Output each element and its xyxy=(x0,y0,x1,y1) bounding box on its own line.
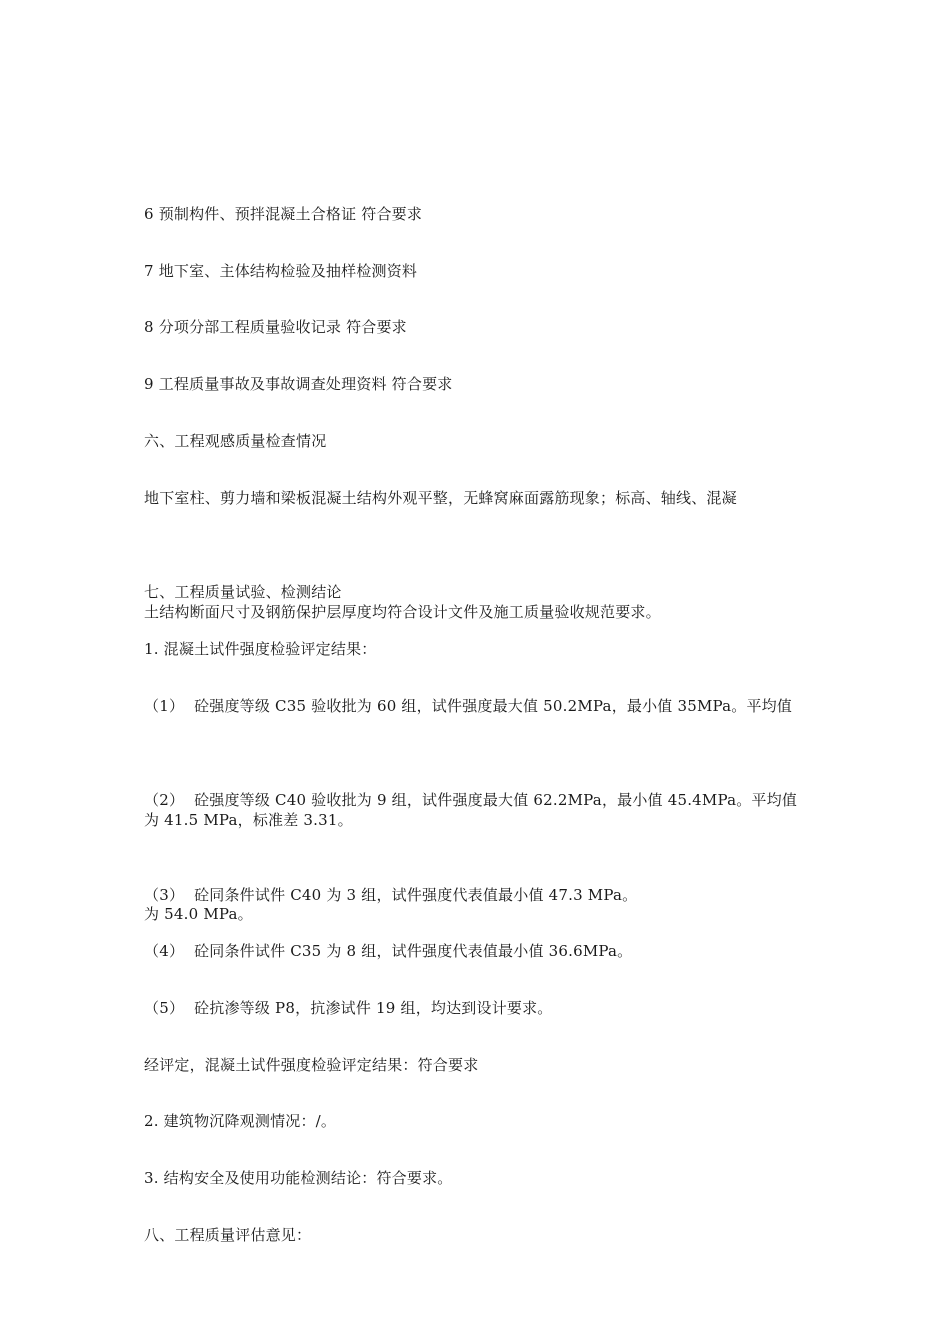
text-line: 六、工程观感质量检查情况 xyxy=(144,432,327,450)
section-heading-8 xyxy=(144,1140,804,1330)
text-line: （2） 砼强度等级 C40 验收批为 9 组，试件强度最大值 62.2MPa，最小值 45.4MPa。平均值 xyxy=(144,791,798,809)
text-line: 1. 混凝土试件强度检验评定结果： xyxy=(144,640,377,658)
text-line: （5） 砼抗渗等级 P8，抗渗试件 19 组，均达到设计要求。 xyxy=(144,999,553,1017)
text-line: 为 54.0 MPa。 xyxy=(144,905,253,923)
text-line: 地下室柱、剪力墙和梁板混凝土结构外观平整，无蜂窝麻面露筋现象；标高、轴线、混凝 xyxy=(144,489,737,507)
text-line: 2. 建筑物沉降观测情况：/。 xyxy=(144,1112,337,1130)
text-line: 3. 结构安全及使用功能检测结论：符合要求。 xyxy=(144,1169,453,1187)
text-line: 为 41.5 MPa，标准差 3.31。 xyxy=(144,811,353,829)
text-line: （1） 砼强度等级 C35 验收批为 60 组，试件强度最大值 50.2MPa，最小值 35MPa。平均值 xyxy=(144,697,793,715)
text-line: 9 工程质量事故及事故调查处理资料 符合要求 xyxy=(144,375,453,393)
text-line: 7 地下室、主体结构检验及抽样检测资料 xyxy=(144,262,418,280)
text-line: 6 预制构件、预拌混凝土合格证 符合要求 xyxy=(144,205,423,223)
text-line: 8 分项分部工程质量验收记录 符合要求 xyxy=(144,318,407,336)
text-line: 七、工程质量试验、检测结论 xyxy=(144,583,342,601)
text-line: （3） 砼同条件试件 C40 为 3 组，试件强度代表值最小值 47.3 MPa。 xyxy=(144,886,638,904)
text-line: （4） 砼同条件试件 C35 为 8 组，试件强度代表值最小值 36.6MPa。 xyxy=(144,942,633,960)
text-line: 八、工程质量评估意见： xyxy=(144,1226,312,1244)
text-line: 经评定，混凝土试件强度检验评定结果：符合要求 xyxy=(144,1056,479,1074)
text-line: 土结构断面尺寸及钢筋保护层厚度均符合设计文件及施工质量验收规范要求。 xyxy=(144,603,661,621)
